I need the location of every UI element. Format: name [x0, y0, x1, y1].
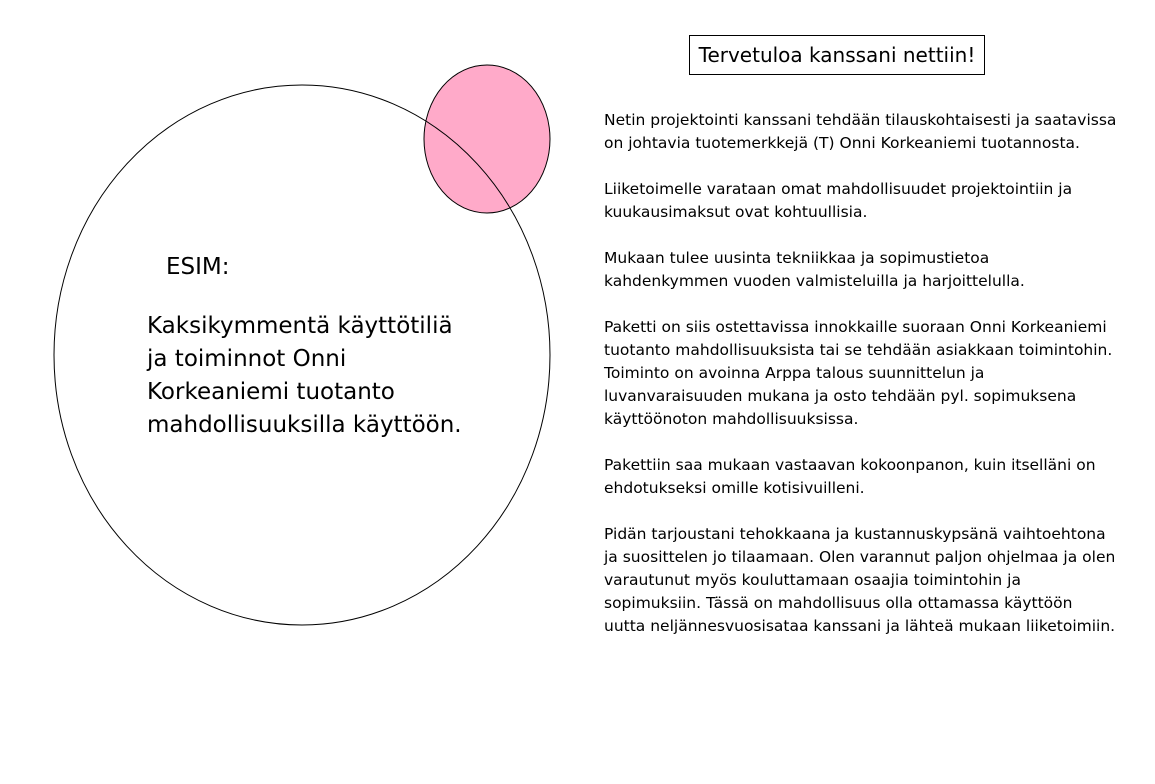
paragraph-line: kahdenkymmen vuoden valmisteluilla ja harjoittelulla. [604, 272, 1025, 290]
esim-label: ESIM: [166, 254, 230, 280]
paragraph-line: Pidän tarjoustani tehokkaana ja kustannuskypsänä vaihtoehtona [604, 525, 1106, 543]
paragraph-line: tuotanto mahdollisuuksista tai se tehdään asiakkaan toimintohin. [604, 341, 1113, 359]
paragraph [604, 109, 1144, 155]
paragraph-line: Netin projektointi kanssani tehdään tilauskohtaisesti ja saatavissa [604, 111, 1117, 129]
paragraph-line: uutta neljännesvuosisataa kanssani ja lähteä mukaan liiketoimiin. [604, 617, 1116, 635]
paragraph-line: kuukausimaksut ovat kohtuullisia. [604, 203, 868, 221]
paragraph-line: on johtavia tuotemerkkejä (T) Onni Korkeaniemi tuotannosta. [604, 134, 1080, 152]
paragraph-line: Mukaan tulee uusinta tekniikkaa ja sopimustietoa [604, 249, 990, 267]
page-title: Tervetuloa kanssani nettiin! [689, 35, 985, 75]
paragraph-line: Pakettiin saa mukaan vastaavan kokoonpanon, kuin itselläni on [604, 456, 1096, 474]
paragraph-line: käyttöönoton mahdollisuuksissa. [604, 410, 859, 428]
paragraph-line: ehdotukseksi omille kotisivuilleni. [604, 479, 865, 497]
esim-description [147, 310, 487, 442]
paragraph [604, 454, 1144, 500]
paragraph [604, 247, 1144, 293]
paragraph-line: Paketti on siis ostettavissa innokkaille suoraan Onni Korkeaniemi [604, 318, 1107, 336]
esim-line: mahdollisuuksilla käyttöön. [147, 412, 462, 438]
paragraph-line: Toiminto on avoinna Arppa talous suunnittelun ja [604, 364, 985, 382]
paragraph-line: varautunut myös kouluttamaan osaajia toimintohin ja [604, 571, 1021, 589]
small-pink-circle [424, 65, 550, 213]
paragraph-line: ja suosittelen jo tilaamaan. Olen varannut paljon ohjelmaa ja olen [604, 548, 1116, 566]
paragraph-line: Liiketoimelle varataan omat mahdollisuudet projektointiin ja [604, 180, 1073, 198]
content-text [604, 109, 1144, 661]
esim-line: Korkeaniemi tuotanto [147, 379, 395, 405]
paragraph [604, 178, 1144, 224]
paragraph-line: sopimuksiin. Tässä on mahdollisuus olla ottamassa käyttöön [604, 594, 1073, 612]
paragraph [604, 316, 1144, 431]
paragraph-line: luvanvaraisuuden mukana ja osto tehdään pyl. sopimuksena [604, 387, 1077, 405]
esim-line: Kaksikymmentä käyttötiliä [147, 313, 453, 339]
esim-line: ja toiminnot Onni [147, 346, 347, 372]
paragraph [604, 523, 1144, 638]
